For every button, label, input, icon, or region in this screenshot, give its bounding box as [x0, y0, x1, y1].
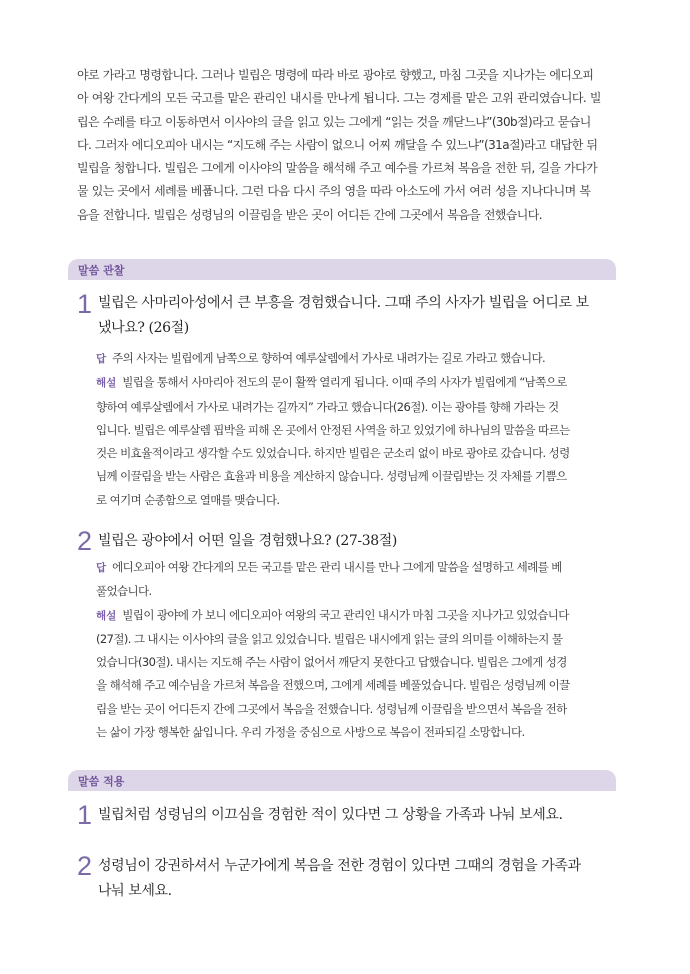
explanation-tag: 해설	[96, 609, 117, 622]
answer-text: 에디오피아 여왕 간다게의 모든 국고를 맡은 관리 내시를 만나 그에게 말씀을 설명하고 세례를 베	[112, 560, 562, 574]
question-text	[98, 529, 618, 554]
question-number: 2	[77, 851, 93, 881]
question-text	[98, 854, 618, 904]
question-number: 2	[77, 526, 93, 556]
question-line: 냈나요? (26절)	[98, 320, 189, 336]
question-text	[98, 291, 618, 341]
explanation-line: 향하여 예루살렘에서 가사로 내려가는 길까지” 가라고 했습니다(26절). 이는 광야를 향해 가라는 것	[96, 399, 559, 414]
answer-line	[96, 347, 614, 371]
explanation-line: (27절). 그 내시는 이사야의 글을 읽고 있었습니다. 빌립은 내시에게 읽는 글의 의미를 이해하는지 물	[96, 631, 563, 646]
section-header-application	[68, 770, 616, 791]
question-number: 1	[77, 289, 93, 319]
answer-block	[96, 556, 614, 744]
answer-line	[96, 556, 614, 580]
question-line: 빌립처럼 성령님의 이끄심을 경험한 적이 있다면 그 상황을 가족과 나눠 보세요.	[98, 807, 563, 823]
section-title: 말씀 적용	[78, 775, 125, 788]
intro-line: 야로 가라고 명령합니다. 그러나 빌립은 명령에 따라 바로 광야로 향했고, 마침 그곳을 지나가는 에디오피	[77, 68, 594, 82]
section-title: 말씀 관찰	[78, 264, 125, 277]
answer-block	[96, 347, 614, 512]
explanation-line: 것은 비효율적이라고 생각할 수도 있었습니다. 하지만 빌립은 군소리 없이 바로 광야로 갔습니다. 성령	[96, 446, 570, 461]
explanation-line: 림을 받는 곳이 어디든지 간에 그곳에서 복음을 전했습니다. 성령님께 이끌림을 받으면서 복음을 전하	[96, 701, 567, 716]
intro-line: 아 여왕 간다게의 모든 국고를 맡은 관리인 내시를 만나게 됩니다. 그는 경제를 맡은 고위 관리였습니다. 빌	[77, 91, 601, 106]
explanation-line: 었습니다(30절). 내시는 지도해 주는 사람이 없어서 깨닫지 못한다고 답했습니다. 빌립은 그에게 성경	[96, 655, 567, 670]
answer-tag: 답	[96, 562, 107, 574]
question-text	[98, 803, 618, 828]
explanation-line	[96, 604, 614, 628]
explanation-tag: 해설	[96, 377, 117, 390]
explanation-line: 로 여기며 순종함으로 열매를 맺습니다.	[96, 492, 280, 507]
intro-line: 다. 그러자 에디오피아 내시는 “지도해 주는 사람이 없으니 어찌 깨달을 수 있느냐”(31a절)라고 대답한 뒤	[77, 137, 598, 152]
answer-tag: 답	[96, 353, 107, 365]
question-number: 1	[77, 800, 93, 830]
explanation-text: 빌립이 광야에 가 보니 에디오피아 여왕의 국고 관리인 내시가 마침 그곳을 지나가고 있었습니다	[122, 607, 569, 622]
explanation-text: 빌립을 통해서 사마리아 전도의 문이 활짝 열리게 됩니다. 이때 주의 사자가 빌립에게 “남쪽으로	[122, 375, 567, 390]
question-line: 빌립은 사마리아성에서 큰 부흥을 경험했습니다. 그때 주의 사자가 빌립을 어디로 보	[98, 295, 589, 311]
question-line: 빌립은 광야에서 어떤 일을 경험했나요? (27-38절)	[98, 533, 397, 549]
answer-text: 주의 사자는 빌립에게 남쪽으로 향하여 예루살렘에서 가사로 내려가는 길로 가라고 했습니다.	[112, 351, 546, 365]
explanation-line: 님께 이끌림을 받는 사람은 효율과 비용을 계산하지 않습니다. 성령님께 이끌림받는 것 자체를 기쁨으	[96, 469, 567, 484]
section-header-observation	[68, 259, 616, 280]
intro-line: 음을 전합니다. 빌립은 성령님의 이끌림을 받은 곳이 어디든 간에 그곳에서 복음을 전했습니다.	[77, 207, 542, 222]
question-line: 성령님이 강권하셔서 누군가에게 복음을 전한 경험이 있다면 그때의 경험을 가족과	[98, 858, 581, 874]
intro-line: 물 있는 곳에서 세례를 베풉니다. 그런 다음 다시 주의 영을 따라 아소도에 가서 여러 성을 지나다니며 복	[77, 184, 591, 199]
question-line: 나눠 보세요.	[98, 883, 172, 899]
explanation-line: 을 해석해 주고 예수님을 가르쳐 복음을 전했으며, 그에게 세례를 베풀었습니다. 빌립은 성령님께 이끌	[96, 678, 570, 693]
explanation-line: 는 삶이 가장 행복한 삶입니다. 우리 가정을 중심으로 사방으로 복음이 전파되길 소망합니다.	[96, 725, 525, 740]
intro-line: 립은 수레를 타고 이동하면서 이사야의 글을 읽고 있는 그에게 “읽는 것을 깨닫느냐”(30b절)라고 묻습니	[77, 114, 591, 129]
answer-line: 풀었습니다.	[96, 584, 152, 599]
explanation-line: 입니다. 빌립은 예루살렘 핍박을 피해 온 곳에서 안정된 사역을 하고 있었기에 하나님의 말씀을 따르는	[96, 422, 570, 437]
intro-line: 빌립을 청합니다. 빌립은 그에게 이사야의 말씀을 해석해 주고 예수를 가르쳐 복음을 전한 뒤, 길을 가다가	[77, 161, 598, 176]
intro-paragraph	[77, 64, 617, 227]
explanation-line	[96, 371, 614, 395]
